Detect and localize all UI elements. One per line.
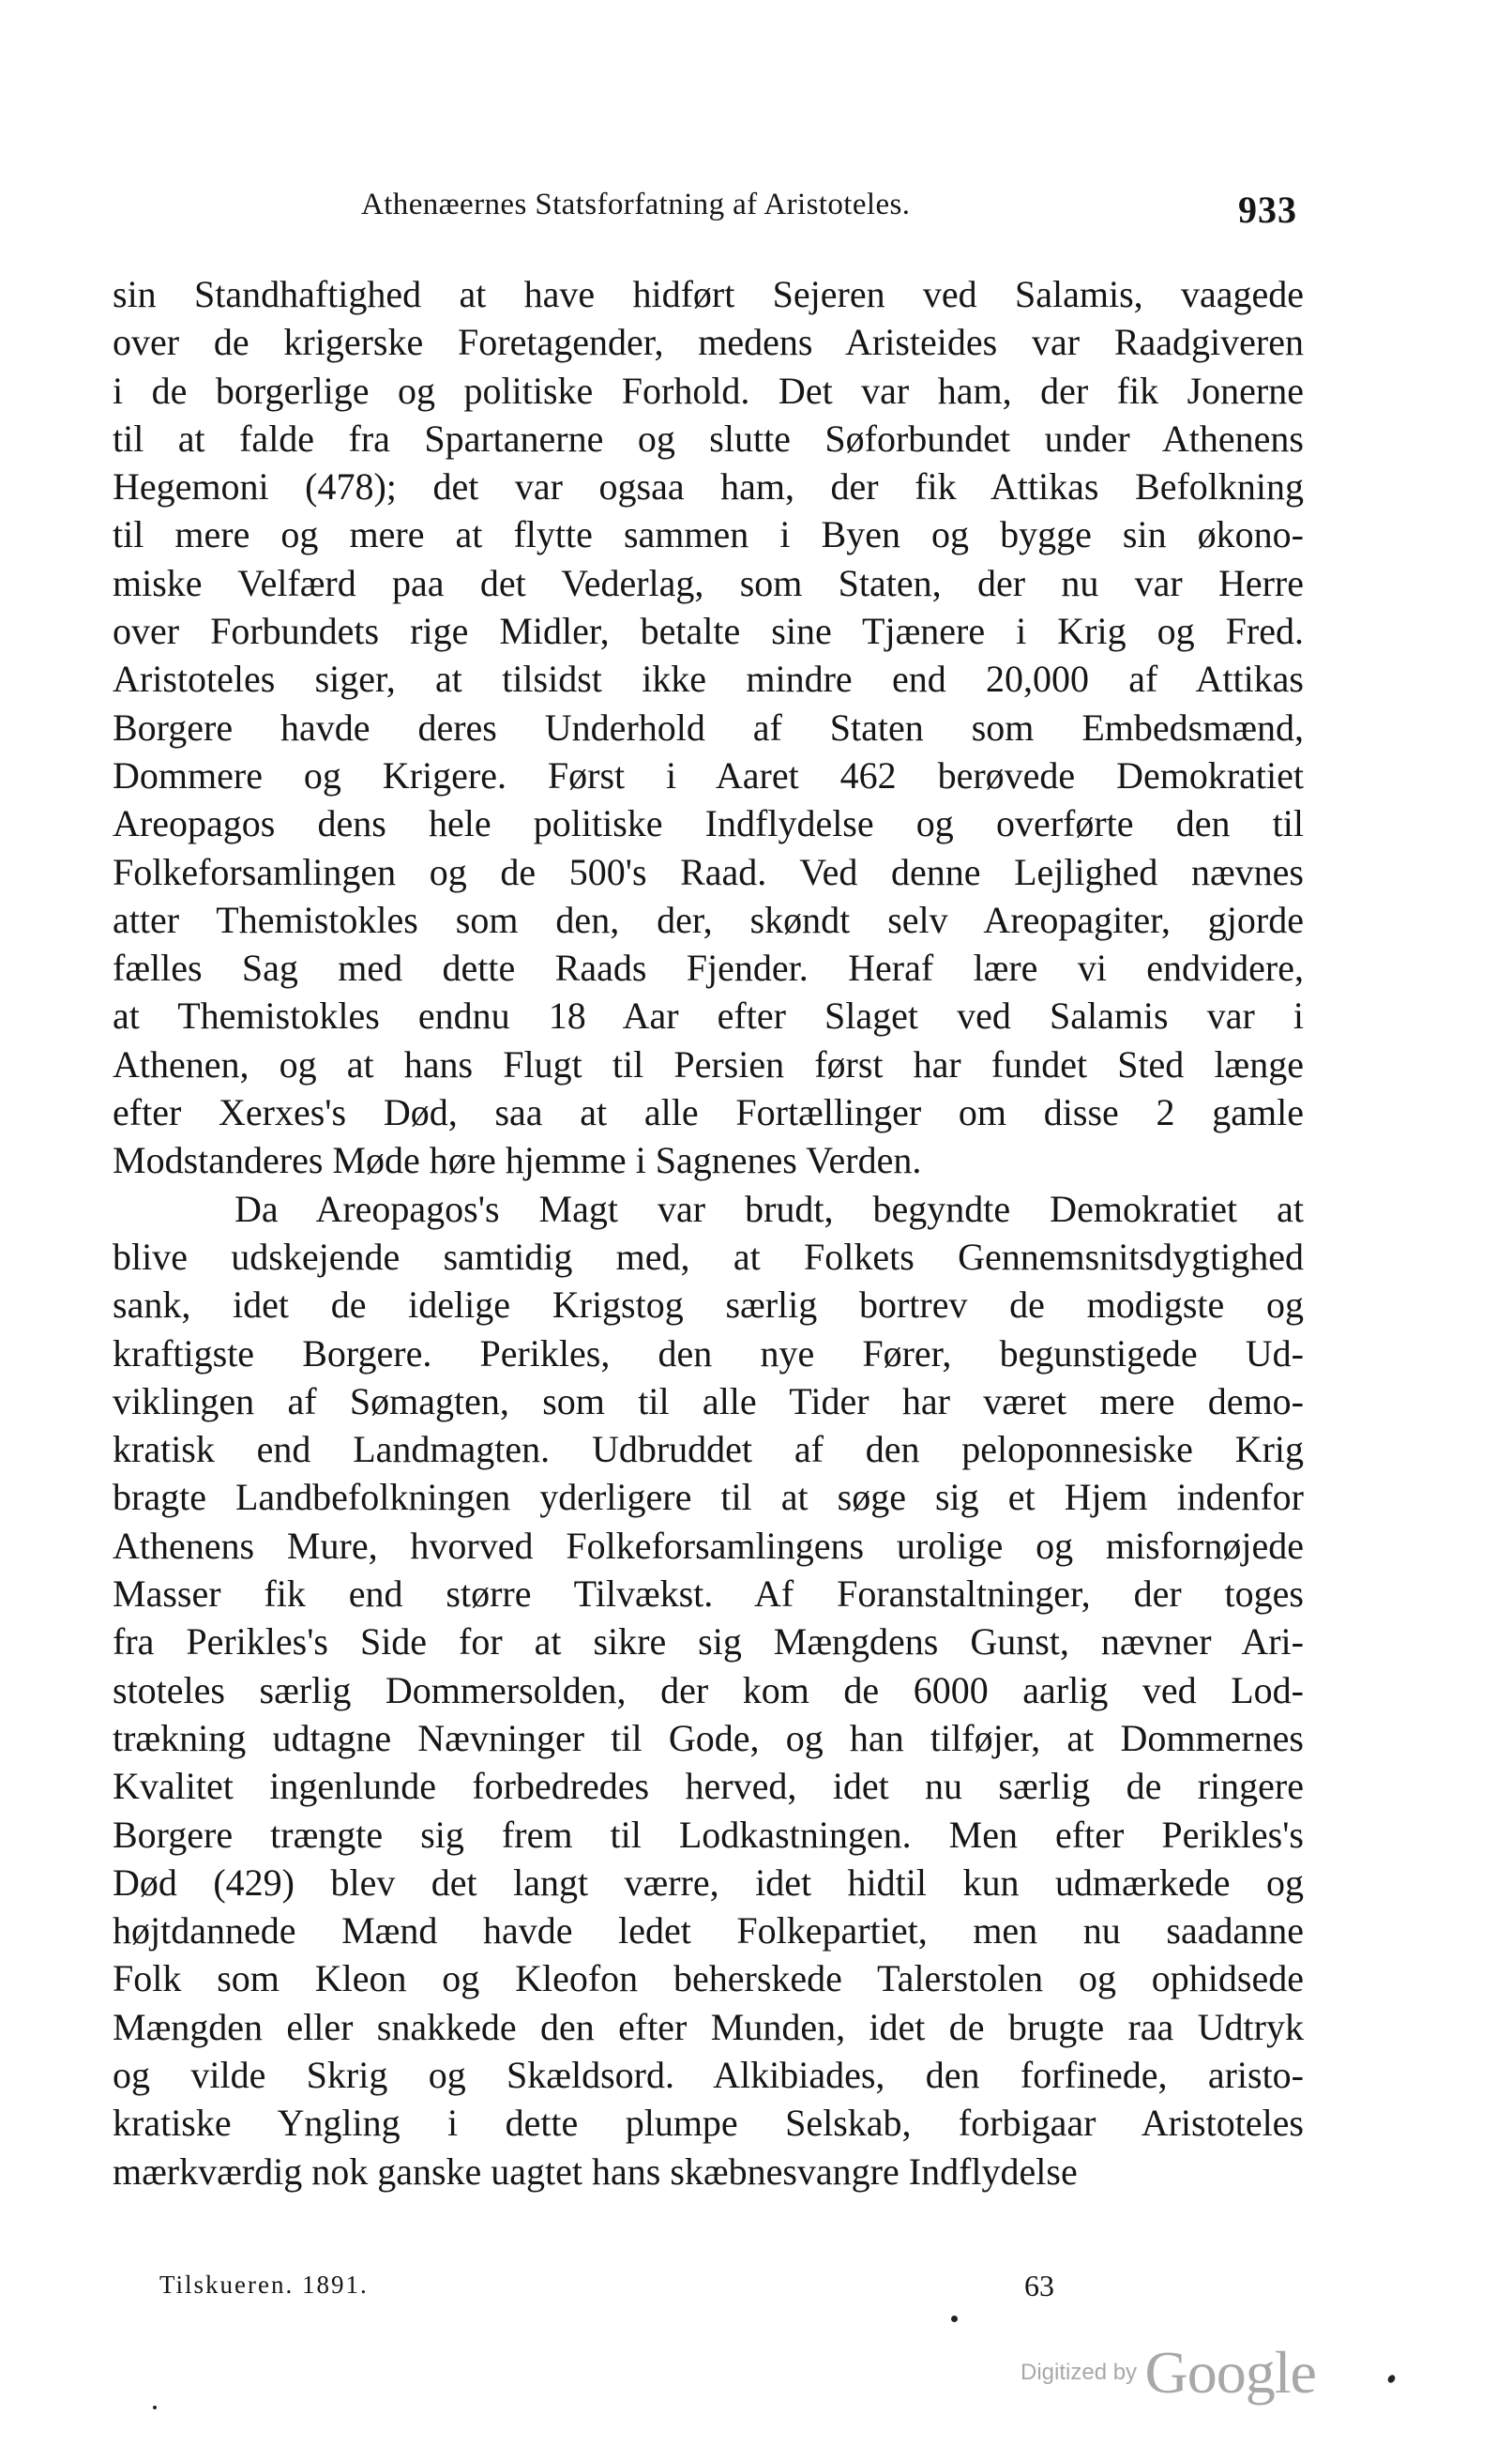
digitized-watermark [1021,2338,1316,2408]
text-line: at Themistokles endnu 18 Aar efter Slaget ved Salamis var i [113,995,1304,1038]
watermark-brand: Google [1144,2339,1316,2406]
text-line: mærkværdig nok ganske uagtet hans skæbnesvangre Indflydelse [113,2150,1078,2193]
watermark-prefix: Digitized by [1021,2360,1138,2385]
text-line: og vilde Skrig og Skældsord. Alkibiades, den forfinede, aristo- [113,2053,1304,2096]
text-line: fælles Sag med dette Raads Fjender. Heraf lære vi endvidere, [113,947,1304,990]
text-line: Dommere og Krigere. Først i Aaret 462 berøvede Demokratiet [113,753,1304,797]
text-line: miske Velfærd paa det Vederlag, som Staten, der nu var Herre [113,561,1304,604]
printer-signature: Tilskueren. 1891. [159,2271,369,2299]
text-line: atter Themistokles som den, der, skøndt selv Areopagiter, gjorde [113,898,1304,941]
text-line: fra Perikles's Side for at sikre sig Mængdens Gunst, nævner Ari- [113,1620,1304,1663]
ink-speck [153,2406,157,2409]
body-text [113,270,1304,2195]
text-line: trækning udtagne Nævninger til Gode, og han tilføjer, at Dommernes [113,1716,1304,1759]
text-line: Areopagos dens hele politiske Indflydelse og overførte den til [113,802,1304,845]
ink-speck [951,2316,958,2322]
text-line: Død (429) blev det langt værre, idet hidtil kun udmærkede og [113,1861,1304,1904]
text-line: over Forbundets rige Midler, betalte sine Tjænere i Krig og Fred. [113,610,1304,653]
text-line: Borgere trængte sig frem til Lodkastningen. Men efter Perikles's [113,1813,1304,1856]
text-line: Masser fik end større Tilvækst. Af Foranstaltninger, der toges [113,1572,1304,1616]
text-line: Folkeforsamlingen og de 500's Raad. Ved denne Lejlighed nævnes [113,850,1304,893]
text-line: højtdannede Mænd havde ledet Folkepartiet, men nu saadanne [113,1909,1304,1952]
text-line: sank, idet de idelige Krigstog særlig bortrev de modigste og [113,1284,1304,1327]
text-line: Modstanderes Møde høre hjemme i Sagnenes Verden. [113,1139,922,1182]
text-line: kratisk end Landmagten. Udbruddet af den peloponnesiske Krig [113,1428,1304,1471]
text-line: Kvalitet ingenlunde forbedredes herved, idet nu særlig de ringere [113,1765,1304,1808]
text-line: blive udskejende samtidig med, at Folkets Gennemsnitsdygtighed [113,1235,1304,1278]
text-line: Athenen, og at hans Flugt til Persien først har fundet Sted længe [113,1042,1304,1086]
text-line: Borgere havde deres Underhold af Staten som Embedsmænd, [113,706,1304,749]
signature-number: 63 [1024,2269,1054,2302]
text-line: kraftigste Borgere. Perikles, den nye Fører, begunstigede Ud- [113,1331,1304,1375]
text-line: Hegemoni (478); det var ogsaa ham, der fik Attikas Befolkning [113,465,1304,509]
text-line: bragte Landbefolkningen yderligere til at søge sig et Hjem indenfor [113,1476,1304,1519]
text-line: kratiske Yngling i dette plumpe Selskab, forbigaar Aristoteles [113,2102,1304,2145]
text-line: viklingen af Sømagten, som til alle Tider har været mere demo- [113,1379,1304,1422]
ink-speck [1386,2374,1397,2384]
text-line: Mængden eller snakkede den efter Munden, idet de brugte raa Udtryk [113,2005,1304,2048]
text-line: til mere og mere at flytte sammen i Byen og bygge sin økono- [113,513,1304,556]
page-number: 933 [1238,189,1297,231]
text-line: sin Standhaftighed at have hidført Sejeren ved Salamis, vaagede [113,273,1304,315]
text-line: Folk som Kleon og Kleofon beherskede Talerstolen og ophidsede [113,1957,1304,2000]
text-line: til at falde fra Spartanerne og slutte Søforbundet under Athenens [113,417,1304,460]
text-line: efter Xerxes's Død, saa at alle Fortællinger om disse 2 gamle [113,1091,1304,1134]
text-line: over de krigerske Foretagender, medens Aristeides var Raadgiveren [113,321,1304,364]
text-line: Da Areopagos's Magt var brudt, begyndte Demokratiet at [234,1187,1304,1230]
text-line: i de borgerlige og politiske Forhold. Det var ham, der fik Jonerne [113,369,1304,412]
text-line: Athenens Mure, hvorved Folkeforsamlingens urolige og misfornøjede [113,1524,1304,1567]
text-line: Aristoteles siger, at tilsidst ikke mindre end 20,000 af Attikas [113,658,1304,701]
running-title: Athenæernes Statsforfatning af Aristoteles. [361,188,911,221]
text-line: stoteles særlig Dommersolden, der kom de 6000 aarlig ved Lod- [113,1668,1304,1711]
